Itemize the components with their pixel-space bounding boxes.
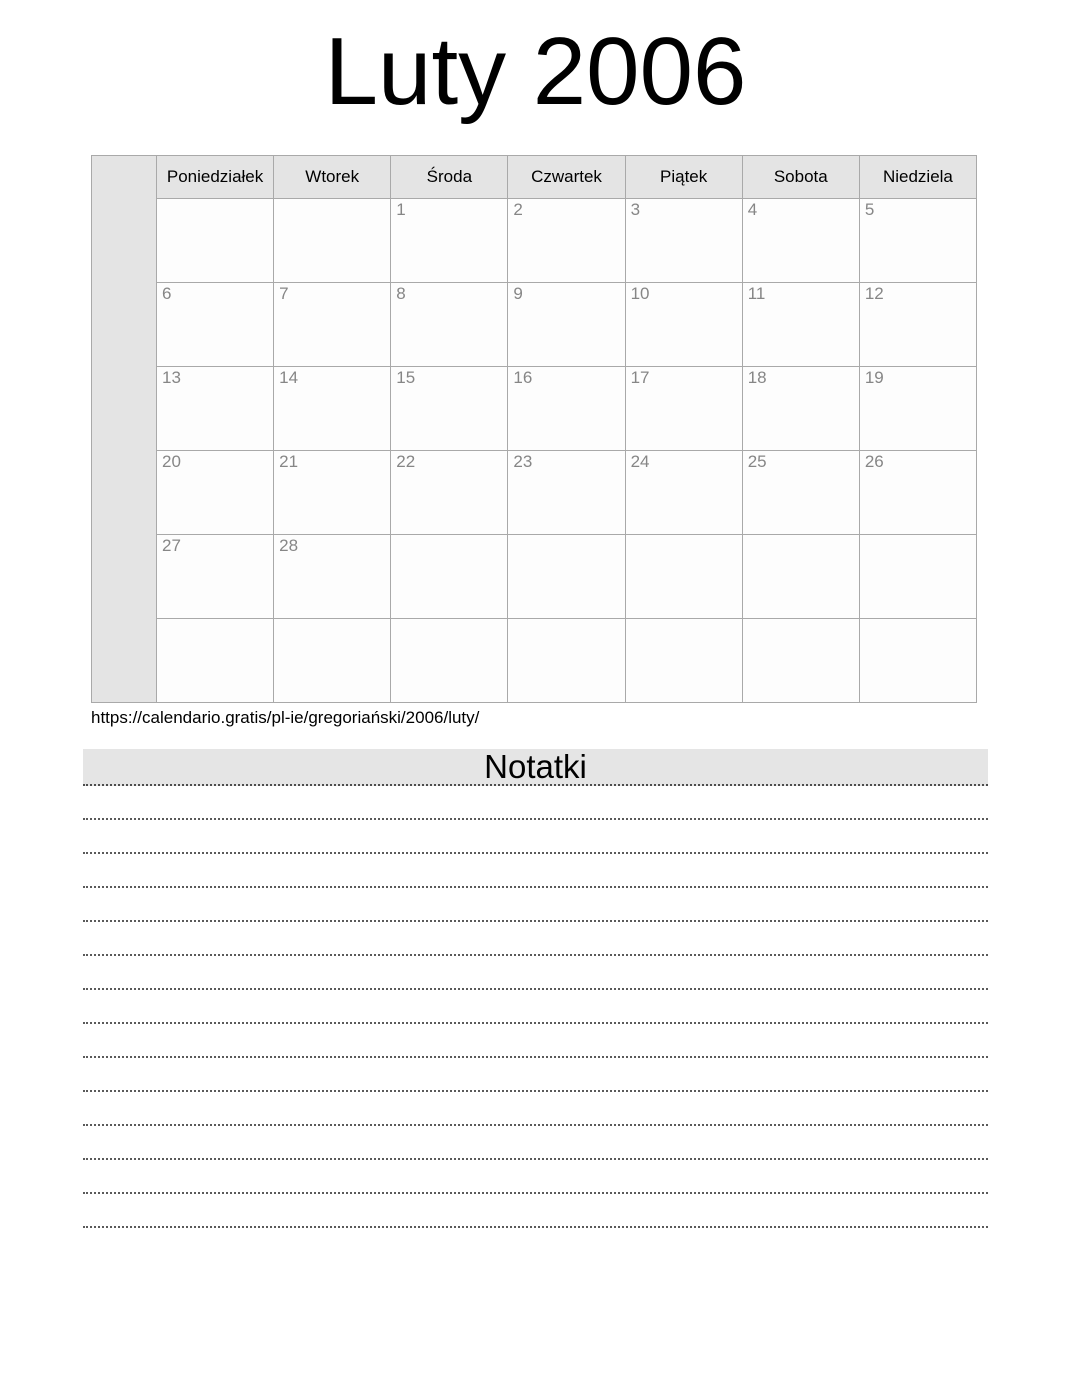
note-line <box>83 922 988 956</box>
day-cell <box>157 199 274 283</box>
note-line <box>83 1160 988 1194</box>
weekday-header-thursday: Czwartek <box>508 156 625 199</box>
day-cell: 14 <box>274 367 391 451</box>
day-cell: 5 <box>859 199 976 283</box>
source-url: https://calendario.gratis/pl-ie/gregoriański/2006/luty/ <box>91 708 480 728</box>
note-line <box>83 820 988 854</box>
day-cell <box>742 619 859 703</box>
weekday-header-sunday: Niedziela <box>859 156 976 199</box>
day-cell: 11 <box>742 283 859 367</box>
day-cell <box>859 619 976 703</box>
note-line <box>83 1126 988 1160</box>
weekday-header-monday: Poniedziałek <box>157 156 274 199</box>
day-cell: 13 <box>157 367 274 451</box>
notes-lines <box>83 786 988 1228</box>
day-cell: 2 <box>508 199 625 283</box>
day-cell: 4 <box>742 199 859 283</box>
week-row <box>92 367 977 451</box>
day-cell: 21 <box>274 451 391 535</box>
day-cell: 23 <box>508 451 625 535</box>
note-line <box>83 888 988 922</box>
day-cell <box>391 619 508 703</box>
week-row <box>92 451 977 535</box>
day-cell <box>274 619 391 703</box>
day-cell <box>508 619 625 703</box>
day-cell: 3 <box>625 199 742 283</box>
day-cell: 19 <box>859 367 976 451</box>
note-line <box>83 854 988 888</box>
day-cell: 26 <box>859 451 976 535</box>
note-line <box>83 1024 988 1058</box>
day-cell: 12 <box>859 283 976 367</box>
note-line <box>83 1194 988 1228</box>
day-cell: 17 <box>625 367 742 451</box>
day-cell: 15 <box>391 367 508 451</box>
notes-section <box>83 749 988 1228</box>
note-line <box>83 786 988 820</box>
day-cell: 18 <box>742 367 859 451</box>
note-line <box>83 1058 988 1092</box>
week-row <box>92 619 977 703</box>
day-cell: 7 <box>274 283 391 367</box>
day-cell: 27 <box>157 535 274 619</box>
week-row <box>92 199 977 283</box>
day-cell <box>625 619 742 703</box>
day-cell <box>859 535 976 619</box>
day-cell: 25 <box>742 451 859 535</box>
calendar-table <box>91 155 977 703</box>
weekday-header-wednesday: Środa <box>391 156 508 199</box>
day-cell: 22 <box>391 451 508 535</box>
day-cell: 10 <box>625 283 742 367</box>
day-cell <box>508 535 625 619</box>
weekday-header-saturday: Sobota <box>742 156 859 199</box>
note-line <box>83 956 988 990</box>
day-cell: 24 <box>625 451 742 535</box>
day-cell: 8 <box>391 283 508 367</box>
day-cell <box>742 535 859 619</box>
note-line <box>83 1092 988 1126</box>
day-cell <box>625 535 742 619</box>
notes-heading: Notatki <box>83 749 988 786</box>
week-row <box>92 283 977 367</box>
day-cell <box>391 535 508 619</box>
weekday-header-friday: Piątek <box>625 156 742 199</box>
page-title: Luty 2006 <box>324 18 747 125</box>
note-line <box>83 990 988 1024</box>
day-cell: 9 <box>508 283 625 367</box>
day-cell: 16 <box>508 367 625 451</box>
weekday-header-row <box>92 156 977 199</box>
day-cell: 6 <box>157 283 274 367</box>
day-cell: 28 <box>274 535 391 619</box>
weekday-header-tuesday: Wtorek <box>274 156 391 199</box>
day-cell: 1 <box>391 199 508 283</box>
week-number-gutter <box>92 156 157 703</box>
day-cell <box>157 619 274 703</box>
week-row <box>92 535 977 619</box>
day-cell: 20 <box>157 451 274 535</box>
day-cell <box>274 199 391 283</box>
